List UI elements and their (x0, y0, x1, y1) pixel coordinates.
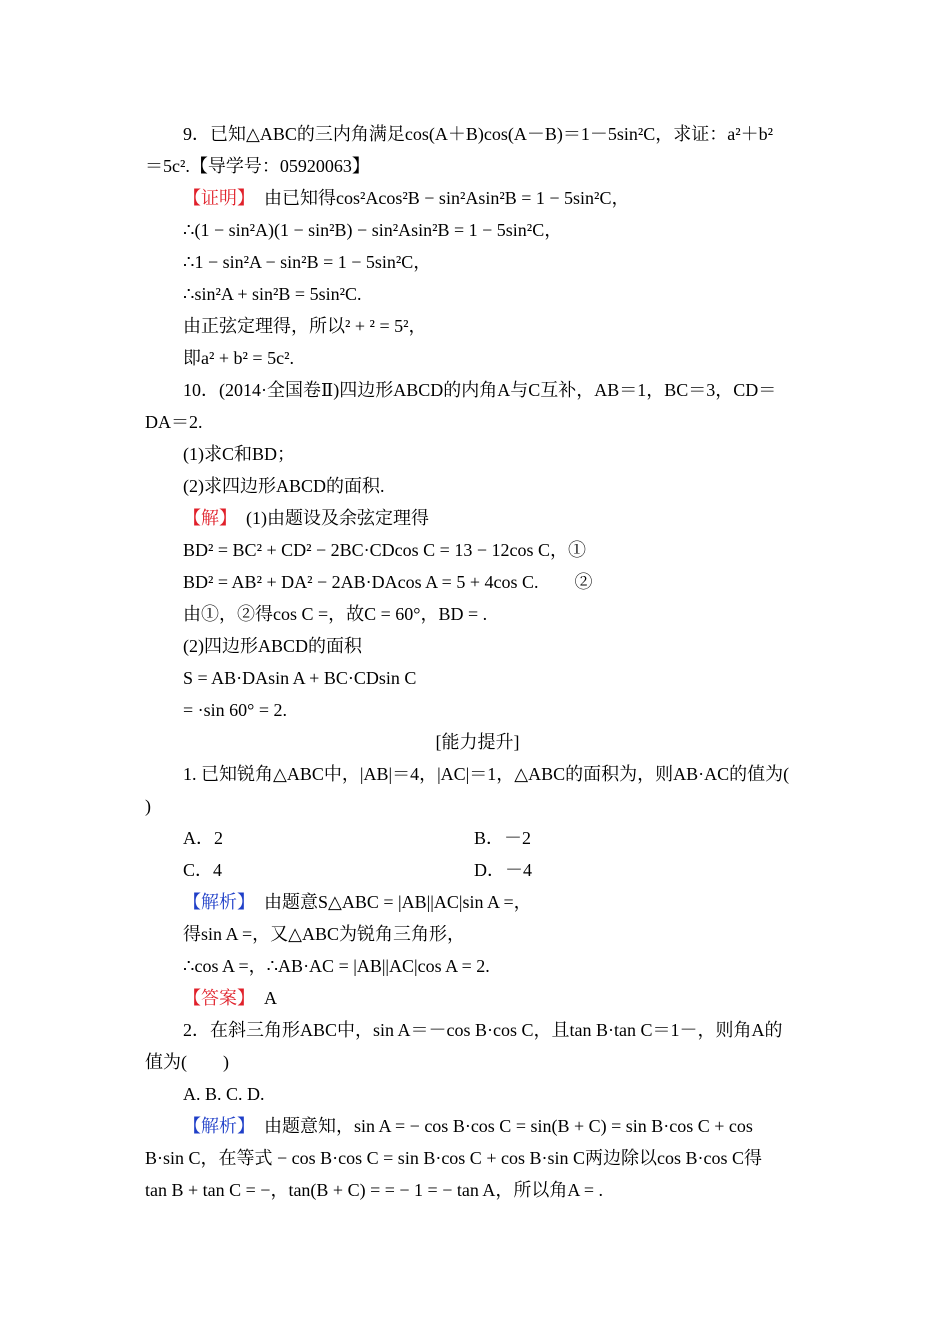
problem-10-part-1: (1)求C和BD； (183, 444, 295, 464)
question-2-line-1: 2．在斜三角形ABC中，sin A＝－cos B·cos C，且tan B·tan C＝1－，则角A的 (183, 1020, 783, 1040)
option-b: B．－2 (474, 828, 532, 848)
option-c: C．4 (183, 860, 223, 880)
answer-label: 【答案】 (183, 988, 246, 1008)
solution-line-7: = ·sin 60° = 2. (183, 700, 288, 720)
proof-line-5: 由正弦定理得，所以² + ² = 5²， (183, 316, 427, 336)
problem-9-line-1: 9．已知△ABC的三内角满足cos(A＋B)cos(A－B)＝1－5sin²C，求证：a²＋b² (183, 124, 774, 144)
analysis-label: 【解析】 (183, 892, 246, 912)
question-1-line-1: 1. 已知锐角△ABC中，|AB|＝4，|AC|＝1，△ABC的面积为，则AB·AC的值为( (183, 764, 790, 784)
proof-line-6: 即a² + b² = 5c². (183, 348, 294, 368)
analysis-2-line-3: tan B + tan C = −，tan(B + C) = = − 1 = − tan A，所以角A = . (145, 1180, 603, 1200)
question-2-options: A. B. C. D. (183, 1084, 265, 1104)
solution-line-1: 【解】 (1)由题设及余弦定理得 (183, 508, 429, 528)
proof-label: 【证明】 (183, 188, 246, 208)
option-d: D．－4 (474, 860, 532, 880)
proof-line-3: ∴1 − sin²A − sin²B = 1 − 5sin²C， (183, 252, 432, 272)
solution-label: 【解】 (183, 508, 228, 528)
solution-line-3: BD² = AB² + DA² − 2AB·DAcos A = 5 + 4cos C. ② (183, 572, 593, 592)
analysis-label-2: 【解析】 (183, 1116, 246, 1136)
problem-10-part-2: (2)求四边形ABCD的面积. (183, 476, 385, 496)
section-heading: [能力提升] (435, 732, 520, 752)
analysis-1-line-3: ∴cos A =，∴AB·AC = |AB||AC|cos A = 2. (183, 956, 490, 976)
proof-line-2: ∴(1 − sin²A)(1 − sin²B) − sin²Asin²B = 1 − 5sin²C， (183, 220, 563, 240)
solution-line-2: BD² = BC² + CD² − 2BC·CDcos C = 13 − 12cos C，① (183, 540, 586, 560)
question-2-line-2: 值为( ) (145, 1052, 229, 1072)
solution-line-4: 由①，②得cos C =，故C = 60°，BD = . (183, 604, 488, 624)
solution-line-5: (2)四边形ABCD的面积 (183, 636, 362, 656)
problem-10-line-1: 10．(2014·全国卷Ⅱ)四边形ABCD的内角A与C互补，AB＝1，BC＝3，CD＝ (183, 380, 777, 400)
problem-9-line-2: ＝5c².【导学号：05920063】 (145, 156, 370, 176)
analysis-2-line-1: 【解析】 由题意知，sin A = − cos B·cos C = sin(B + C) = sin B·cos C + cos (183, 1116, 753, 1136)
solution-line-6: S = AB·DAsin A + BC·CDsin C (183, 668, 417, 688)
analysis-2-line-2: B·sin C，在等式 − cos B·cos C = sin B·cos C + cos B·sin C两边除以cos B·cos C得 (145, 1148, 762, 1168)
analysis-1-line-1: 【解析】 由题意S△ABC = |AB||AC|sin A =， (183, 892, 532, 912)
answer-line: 【答案】 A (183, 988, 277, 1008)
problem-10-line-2: DA＝2. (145, 412, 203, 432)
option-a: A．2 (183, 828, 223, 848)
proof-line-1: 【证明】 由已知得cos²Acos²B − sin²Asin²B = 1 − 5sin²C， (183, 188, 630, 208)
analysis-1-line-2: 得sin A =，又△ABC为锐角三角形， (183, 924, 466, 944)
question-1-line-2: ) (145, 796, 151, 816)
proof-line-4: ∴sin²A + sin²B = 5sin²C. (183, 284, 362, 304)
